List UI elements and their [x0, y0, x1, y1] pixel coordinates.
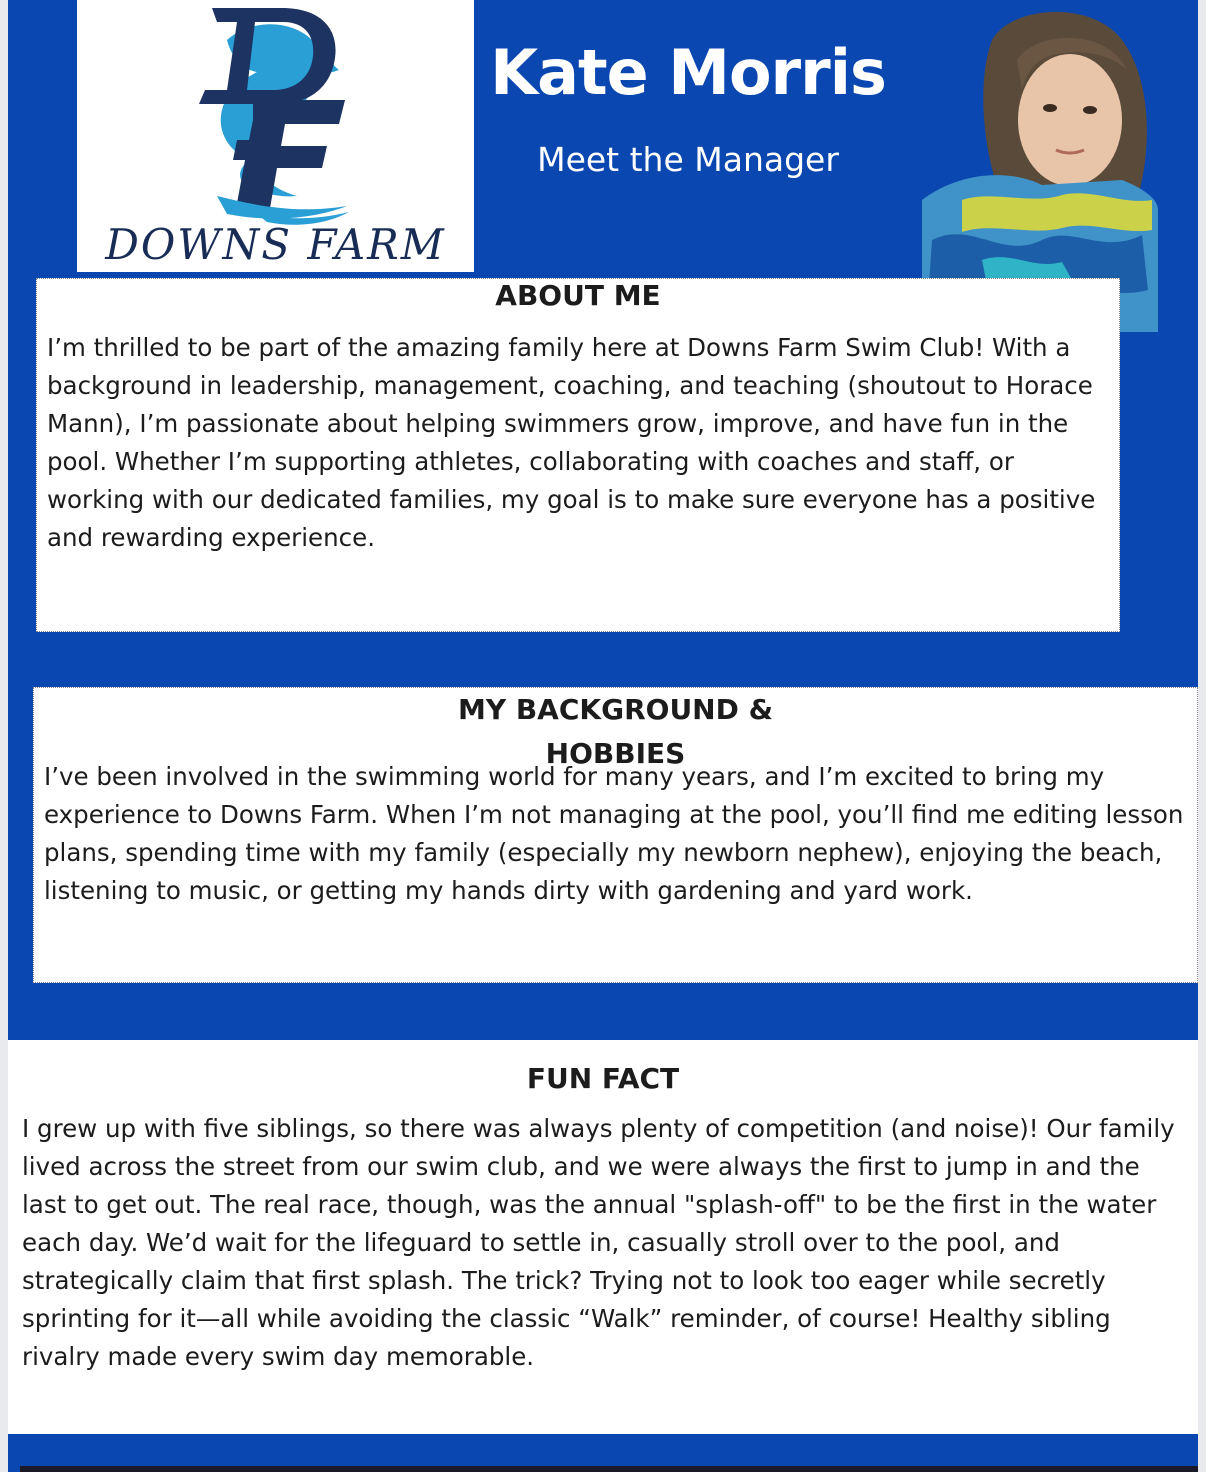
fun-fact-body: I grew up with five siblings, so there was always plenty of competition (and noise)! Our family lived across the street from our swim club, and we were always the first to jump in and the last to get out. The real race, though, was the annual "splash-off" to be the first in the water each day. We’d wait for the lifeguard to settle in, casually stroll over to the pool, and strategically claim that first splash. The trick? Trying not to look too eager while secretly sprinting for it—all while avoiding the classic “Walk” reminder, of course! Healthy sibling rivalry made every swim day memorable. [22, 1114, 1175, 1371]
background-body: I’ve been involved in the swimming world for many years, and I’m excited to bring my experience to Downs Farm. When I’m not managing at the pool, you’ll find me editing lesson plans, spending time with my family (especially my newborn nephew), enjoying the beach, listening to music, or getting my hands dirty with gardening and yard work. [44, 762, 1184, 905]
fun-fact-card [8, 1040, 1198, 1434]
dolphin-logo-icon [77, 0, 474, 230]
about-heading: ABOUT ME [495, 279, 661, 312]
club-logo [77, 0, 474, 272]
fun-fact-heading: FUN FACT [526, 1062, 680, 1095]
bottom-divider [20, 1466, 1198, 1472]
about-me-card [36, 278, 1120, 632]
page-subtitle: Meet the Manager [537, 140, 839, 179]
manager-name: Kate Morris [490, 36, 886, 109]
background-hobbies-card [33, 687, 1198, 983]
flyer-page [8, 0, 1198, 1472]
logo-wordmark: DOWNS FARM [105, 220, 446, 269]
about-body: I’m thrilled to be part of the amazing family here at Downs Farm Swim Club! With a background in leadership, management, coaching, and teaching (shoutout to Horace Mann), I’m passionate about helping swimmers grow, improve, and have fun in the pool. Whether I’m supporting athletes, collaborating with coaches and staff, or working with our dedicated families, my goal is to make sure everyone has a positive and rewarding experience. [47, 333, 1096, 552]
background-heading-line1: MY BACKGROUND & [457, 693, 774, 726]
background-heading-line2: HOBBIES [545, 737, 686, 770]
